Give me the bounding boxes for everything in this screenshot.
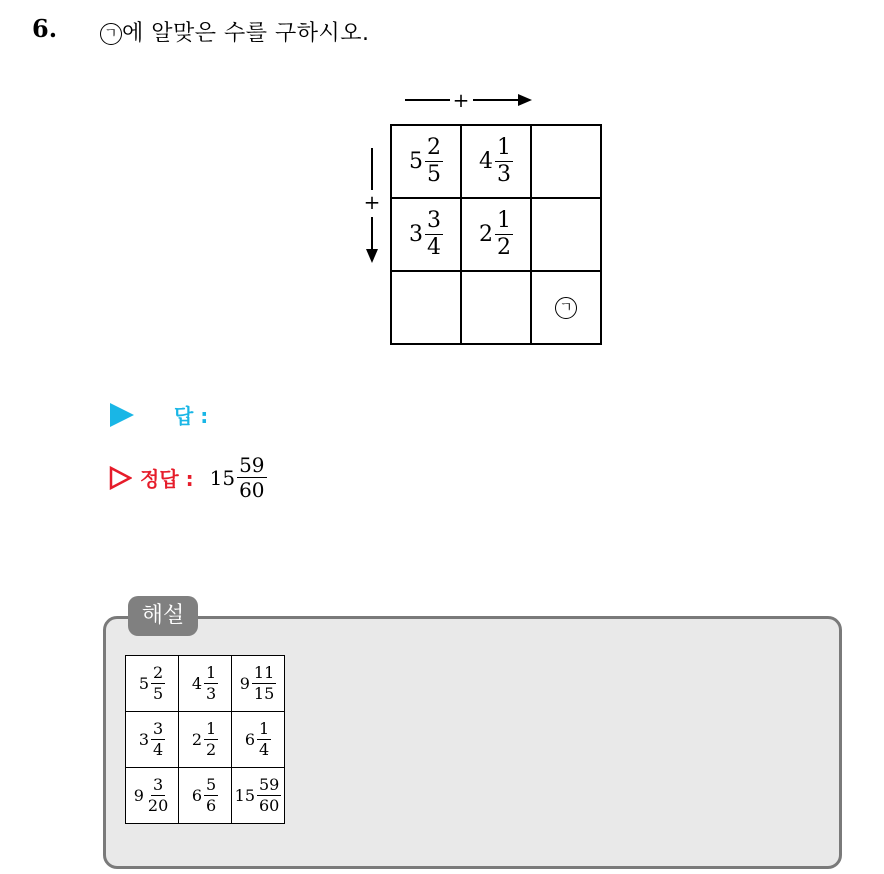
horizontal-plus-sign: + — [452, 88, 470, 112]
explanation-cell: 6 $\frac{1}{4}$ — [232, 712, 285, 768]
solution-value: 15 $\frac{59}{60}$ — [209, 453, 265, 502]
explanation-cell: 9 $\frac{3}{20}$ — [126, 768, 179, 824]
circled-marker: ㄱ — [555, 297, 577, 319]
mixed-number: 2 $\frac{1}{2}$ — [479, 208, 511, 260]
grid-cell-target — [531, 271, 601, 344]
grid-cell-empty — [531, 198, 601, 271]
grid-cell-empty — [391, 271, 461, 344]
grid-cell — [391, 125, 461, 198]
grid-cell — [391, 198, 461, 271]
outline-triangle-icon — [108, 466, 132, 490]
explanation-cell: 2 $\frac{1}{2}$ — [179, 712, 232, 768]
explanation-grid — [125, 655, 285, 824]
circled-marker: ㄱ — [100, 23, 122, 45]
explanation-cell: 4 $\frac{1}{3}$ — [179, 656, 232, 712]
mixed-number: 5 $\frac{2}{5}$ — [409, 135, 441, 187]
explanation-tab: 해설 — [128, 596, 198, 636]
answer-row — [110, 400, 208, 429]
question-body: 에 알맞은 수를 구하시오. — [122, 21, 370, 46]
grid-cell-empty — [531, 125, 601, 198]
explanation-cell: 3 $\frac{3}{4}$ — [126, 712, 179, 768]
explanation-cell: 15 $\frac{59}{60}$ — [232, 768, 285, 824]
grid-cell — [461, 198, 531, 271]
horizontal-sum-arrow — [400, 88, 540, 112]
answer-label: 답 : — [174, 404, 209, 428]
mixed-number: 3 $\frac{3}{4}$ — [409, 208, 441, 260]
explanation-cell: 5 $\frac{2}{5}$ — [126, 656, 179, 712]
solution-label: 정답 : — [140, 467, 194, 491]
play-triangle-icon — [110, 403, 134, 427]
solution-row — [108, 455, 267, 500]
explanation-cell: 6 $\frac{5}{6}$ — [179, 768, 232, 824]
vertical-plus-sign: + — [363, 190, 381, 214]
mixed-number: 4 $\frac{1}{3}$ — [479, 135, 511, 187]
grid-cell-empty — [461, 271, 531, 344]
problem-grid — [390, 124, 602, 345]
vertical-sum-arrow — [360, 145, 384, 270]
explanation-cell: 9 $\frac{11}{15}$ — [232, 656, 285, 712]
question-text — [100, 16, 370, 47]
grid-cell — [461, 125, 531, 198]
question-number: 6. — [32, 14, 58, 43]
